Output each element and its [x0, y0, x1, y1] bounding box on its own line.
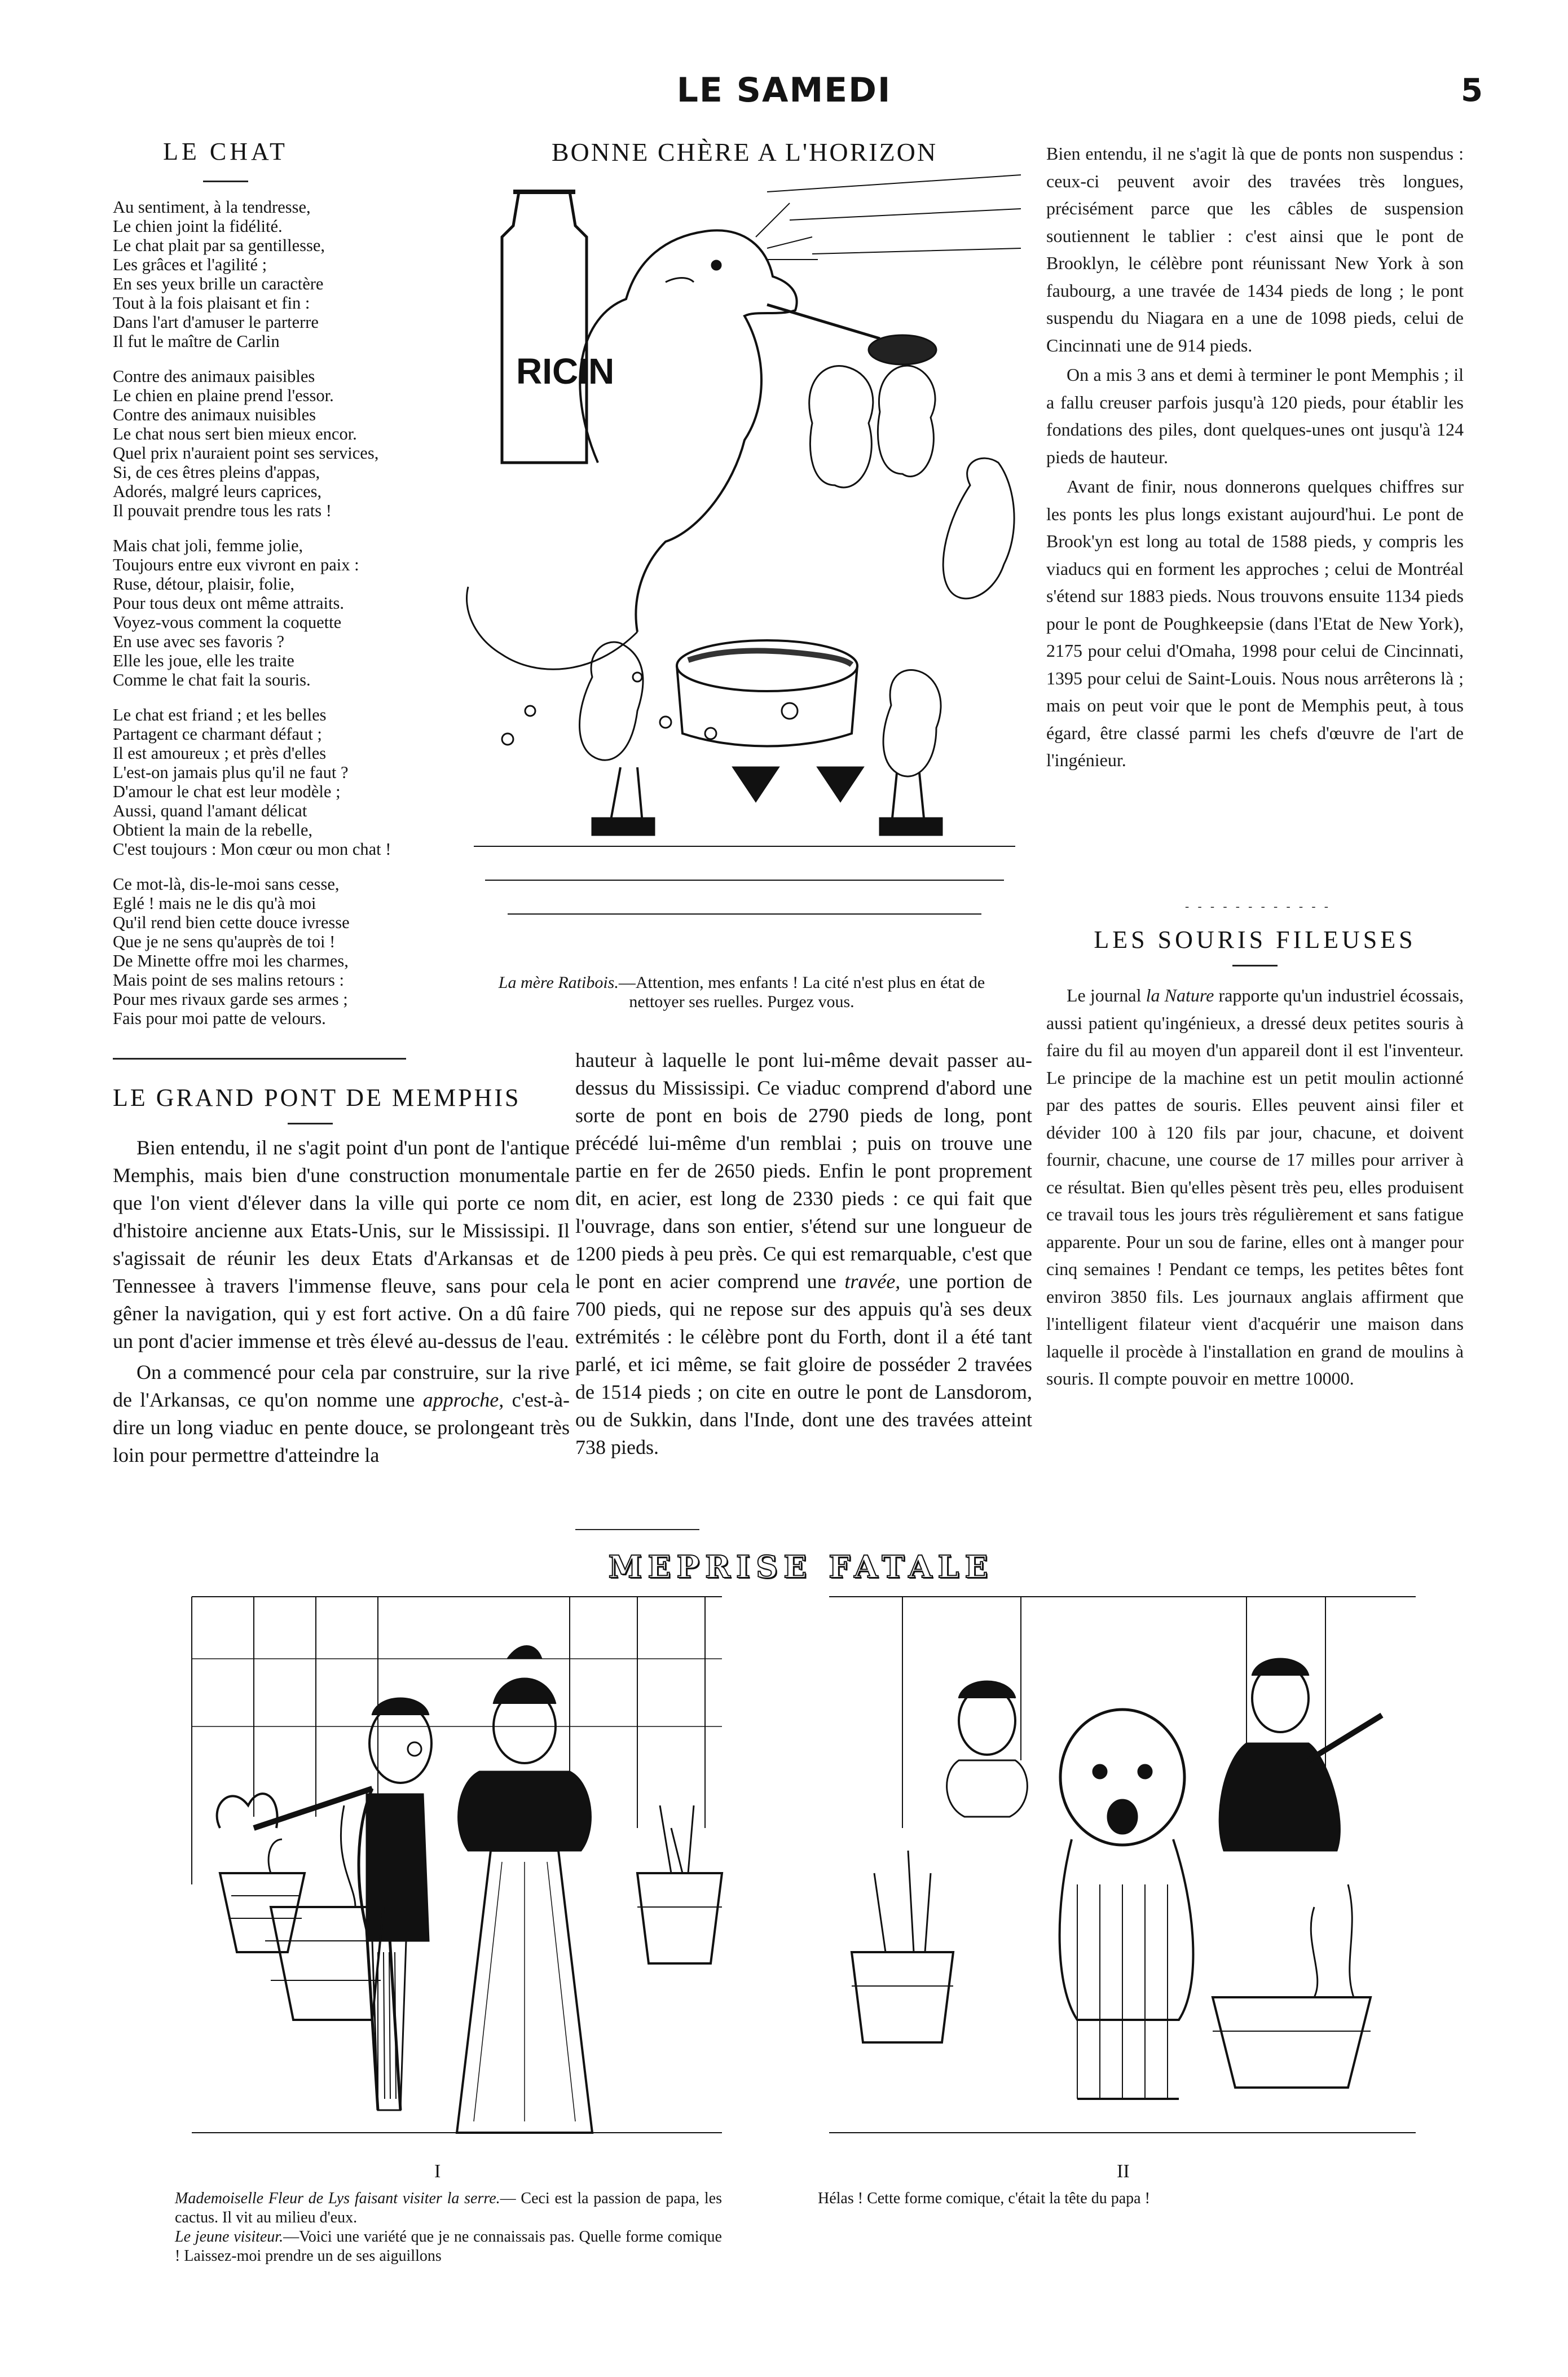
poem-stanza-5: Ce mot-là, dis-le-moi sans cesse, Eglé ! mais ne le dis qu'à moi Qu'il rend bien cette douce ivresse Que je ne sens qu'auprès de toi ! De Minette offre moi les charmes, Mais point de ses malins retours : Pour mes rivaux garde ses armes ; Fais pour moi patte de velours. — [113, 875, 350, 1028]
pont-paragraph-3: hauteur à laquelle le pont lui-même devait passer au-dessus du Mississipi. Ce viaduc comprend d'abord une sorte de pont en bois de 2790 pieds de long, pont précédé lui-même d'un remblai ; puis on trouve une partie en fer de 2650 pieds. Enfin le pont proprement dit, en acier, est long de 2330 pieds : ce qui fait que l'ouvrage, dans son entier, s'étend sur une longueur de 1200 pieds à peu près. Ce qui est remarquable, c'est que le pont en acier comprend une travée, une portion de 700 pieds, qui ne repose sur des appuis qu'à ses deux extrémités : le célèbre pont du Forth, dont il a été tant parlé, et ici même, se fait gloire de posséder 2 travées de 1514 pieds ; on cite en outre le pont de Lansdorom, ou de Sukkin, dans l'Inde, dont une des travées atteint 738 pieds. — [575, 1049, 1033, 1458]
le-chat-poem — [113, 197, 406, 1044]
panel-1-numeral: I — [434, 2161, 441, 2182]
caption-speaker: Mademoiselle Fleur de Lys faisant visiter la serre. — [175, 2190, 500, 2207]
rats-caption-speaker: La mère Ratibois. — [498, 973, 619, 992]
poem-stanza-4: Le chat est friand ; et les belles Partagent ce charmant défaut ; Il est amoureux ; et près d'elles L'est-on jamais plus qu'il ne faut ? D'amour le chat est leur modèle ; Aussi, quand l'amant délicat Obtient la main de la rebelle, C'est toujours : Mon cœur ou mon chat ! — [113, 705, 391, 859]
section-divider — [113, 1058, 406, 1060]
souris-fileuses-text — [1046, 982, 1464, 1395]
section-divider: - - - - - - - - - - - - — [1184, 900, 1331, 914]
pont-memphis-column-3 — [1046, 140, 1464, 776]
pont-paragraph-5: On a mis 3 ans et demi à terminer le pont Memphis ; il a fallu creuser parfois jusqu'à 120 pieds, pour établir les fondations des piles, dont quelques-unes ont jusqu'à 124 pieds de hauteur. — [1046, 364, 1464, 467]
section-divider — [575, 1529, 699, 1530]
rats-caption — [474, 973, 1010, 1012]
caption-text: — Ceci est la passion de papa, les cactus. Il vit au milieu d'eux. — [175, 2190, 722, 2226]
caption-speaker: Le jeune visiteur. — [175, 2228, 284, 2246]
pont-memphis-column-1 — [113, 1134, 570, 1473]
caption-text: —Voici une variété que je ne connaissais pas. Quelle forme comique ! Laissez-moi prendre un de ses aiguillons — [175, 2228, 722, 2265]
ricin-bottle-label: RICIN — [516, 351, 615, 392]
le-chat-title: LE CHAT — [163, 138, 288, 165]
panel-2-numeral: II — [1117, 2161, 1130, 2182]
section-rule — [203, 181, 248, 182]
meprise-fatale-title: MEPRISE FATALE — [608, 1549, 994, 1585]
section-rule — [1232, 965, 1278, 966]
rats-caption-text: —Attention, mes enfants ! La cité n'est plus en état de nettoyer ses ruelles. Purgez vous. — [618, 973, 985, 1011]
poem-stanza-1: Au sentiment, à la tendresse, Le chien joint la fidélité. Le chat plait par sa gentillesse, Les grâces et l'agilité ; En ses yeux brille un caractère Tout à la fois plaisant et fin : Dans l'art d'amuser le parterre Il fut le maître de Carlin — [113, 197, 325, 351]
souris-paragraph-1: Le journal la Nature rapporte qu'un industriel écossais, aussi patient qu'ingénieux, a dressé deux petites souris à faire du fil au moyen d'un appareil dont il est l'inventeur. Le principe de la machine est un petit moulin actionné par des pattes de souris. Elles peuvent ainsi filer et dévider 100 à 120 fils par jour, chacune, et doivent fournir, chacune, une course de 17 milles pour arriver à ce résultat. Bien qu'elles pèsent très peu, elles produisent ce travail tous les jours très régulièrement et sans fatigue apparente. Pour un sou de farine, elles ont à manger pour cinq semaines ! Pendant ce temps, les petites bêtes font environ 3850 fils. Les journaux anglais affirment que l'intelligent filateur vient d'acquérir une maison dans laquelle il procède à l'installation en grand de moulins à souris. Il compte pouvoir en mettre 10000. — [1046, 985, 1464, 1389]
cartoon-panel-1 — [186, 1591, 728, 2155]
rats-illustration — [451, 169, 1032, 959]
page-number: 5 — [1461, 72, 1483, 109]
poem-stanza-2: Contre des animaux paisibles Le chien en plaine prend l'essor. Contre des animaux nuisibles Le chat nous sert bien mieux encor. Quel prix n'auraient point ses services, Si, de ces êtres pleins d'appas, Adorés, malgré leurs caprices, Il pouvait prendre tous les rats ! — [113, 367, 379, 520]
bonne-chere-title: BONNE CHÈRE A L'HORIZON — [551, 138, 938, 166]
cartoon-panel-2 — [818, 1591, 1427, 2155]
pont-memphis-title: LE GRAND PONT DE MEMPHIS — [113, 1084, 521, 1111]
pont-memphis-column-2 — [575, 1047, 1032, 1465]
pont-paragraph-2: On a commencé pour cela par construire, sur la rive de l'Arkansas, ce qu'on nomme une approche, c'est-à-dire un long viaduc en pente douce, se prolongeant très loin pour permettre d'atteindre la — [113, 1361, 570, 1466]
panel-1-caption — [175, 2189, 722, 2266]
panel-2-caption: Hélas ! Cette forme comique, c'était la tête du papa ! — [818, 2190, 1150, 2207]
souris-fileuses-title: LES SOURIS FILEUSES — [1094, 926, 1416, 954]
pont-paragraph-1: Bien entendu, il ne s'agit point d'un pont de l'antique Memphis, mais bien d'une construction monumentale que l'on vient d'élever dans la ville qui porte ce nom d'histoire ancienne aux Etats-Unis, sur le Mississipi. Il s'agissait de réunir les deux Etats d'Arkansas et de Tennessee à travers l'immense fleuve, sans pour cela gêner la navigation, qui y est fort active. On a dû faire un pont d'acier immense et très élevé au-dessus de l'eau. — [113, 1136, 570, 1352]
pont-paragraph-6: Avant de finir, nous donnerons quelques chiffres sur les ponts les plus longs existant aujourd'hui. Le pont de Brook'yn est long au total de 1588 pieds, y compris les viaducs qui en forment les approches ; celui de Montréal s'étend sur 1883 pieds. Nous trouvons ensuite 1134 pieds pour le pont de Poughkeepsie (dans l'Etat de New York), 2175 pour celui d'Omaha, 1998 pour celui de Cincinnati, 1395 pour celui de Saint-Louis. Nous nous arrêterons là ; mais on peut voir que le pont de Memphis peut, à tous égard, être classé parmi les chefs d'œuvre de l'art de l'ingénieur. — [1046, 476, 1464, 770]
newspaper-title: LE SAMEDI — [676, 71, 892, 110]
section-rule — [288, 1123, 333, 1124]
pont-paragraph-4: Bien entendu, il ne s'agit là que de ponts non suspendus : ceux-ci peuvent avoir des travées très longues, précisément parce que les câbles de suspension soutiennent le tablier : c'est ainsi que le pont de Brooklyn, le célèbre pont réunissant New York à son faubourg, a une travée de 1434 pieds de long ; le pont suspendu du Niagara en a une de 1098 pieds, celui de Cincinnati une de 914 pieds. — [1046, 143, 1464, 355]
poem-stanza-3: Mais chat joli, femme jolie, Toujours entre eux vivront en paix : Ruse, détour, plaisir, folie, Pour tous deux ont même attraits. Voyez-vous comment la coquette En use avec ses favoris ? Elle les joue, elle les traite Comme le chat fait la souris. — [113, 536, 359, 689]
